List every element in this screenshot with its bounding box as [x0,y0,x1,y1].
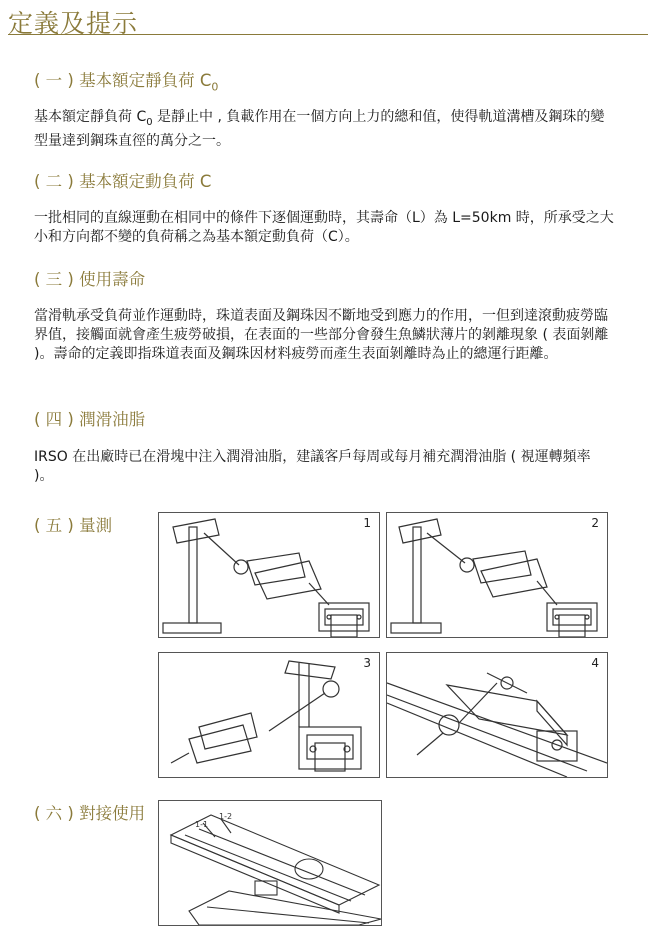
paragraph-1-part-a: 基本額定靜負荷 C [34,109,147,125]
section-paragraph-3: 當滑軌承受負荷並作運動時，珠道表面及鋼珠因不斷地受到應力的作用，一但到達滾動疲勞臨界值，接觸面就會產生疲勞破損，在表面的一些部分會發生魚鱗狀薄片的剝離現象 ( 表面剝離 )。壽命的定義即指珠道表面及鋼珠因材料疲勞而產生表面剝離時為止的總運行距離。 [34,308,609,362]
title-divider [8,34,648,35]
paragraph-1-subscript: 0 [146,116,153,128]
dial-gauge-illustration [159,653,379,777]
section-heading-1-subscript: 0 [211,80,219,94]
section-heading-4: ( 四 ) 潤滑油脂 [34,410,146,429]
section-heading-3: ( 三 ) 使用壽命 [34,270,146,289]
section-paragraph-1 [34,108,614,151]
measurement-figure-3 [158,652,380,778]
section-heading-5: ( 五 ) 量測 [34,516,113,535]
paragraph-1-part-b: 是靜止中 , 負載作用在一個方向上力的總和值，使得軌道溝槽及鋼珠的變型量達到鋼珠直徑的萬分之一。 [34,109,605,149]
section-paragraph-4: IRSO 在出廠時已在滑塊中注入潤滑油脂，建議客戶每周或每月補充潤滑油脂 ( 視運轉頻率 )。 [34,449,591,484]
measurement-figure-1 [158,512,380,638]
section-heading-1-text: ( 一 ) 基本額定靜負荷 C [34,71,212,90]
figure-1-number: 1 [363,516,371,530]
measurement-figure-2 [386,512,608,638]
section-paragraph-2: 一批相同的直線運動在相同中的條件下逐個運動時，其壽命（L）為 L=50km 時，所承受之大小和方向都不變的負荷稱之為基本額定動負荷（C）。 [34,210,614,245]
rail-joint-illustration [159,801,381,925]
figure-3-number: 3 [363,656,371,670]
section-heading-1 [34,67,218,93]
joint-label-1-1: 1-1 [195,820,209,829]
section-heading-6: ( 六 ) 對接使用 [34,804,146,823]
dial-gauge-illustration [159,513,379,637]
page-title: 定義及提示 [8,9,139,38]
dial-gauge-illustration [387,513,607,637]
figure-2-number: 2 [591,516,599,530]
figure-4-number: 4 [591,656,599,670]
joint-label-1-2: 1-2 [219,812,233,821]
measurement-figure-4 [386,652,608,778]
rail-gauge-illustration [387,653,607,777]
section-heading-2: ( 二 ) 基本額定動負荷 C [34,172,212,191]
butt-joint-figure [158,800,382,926]
